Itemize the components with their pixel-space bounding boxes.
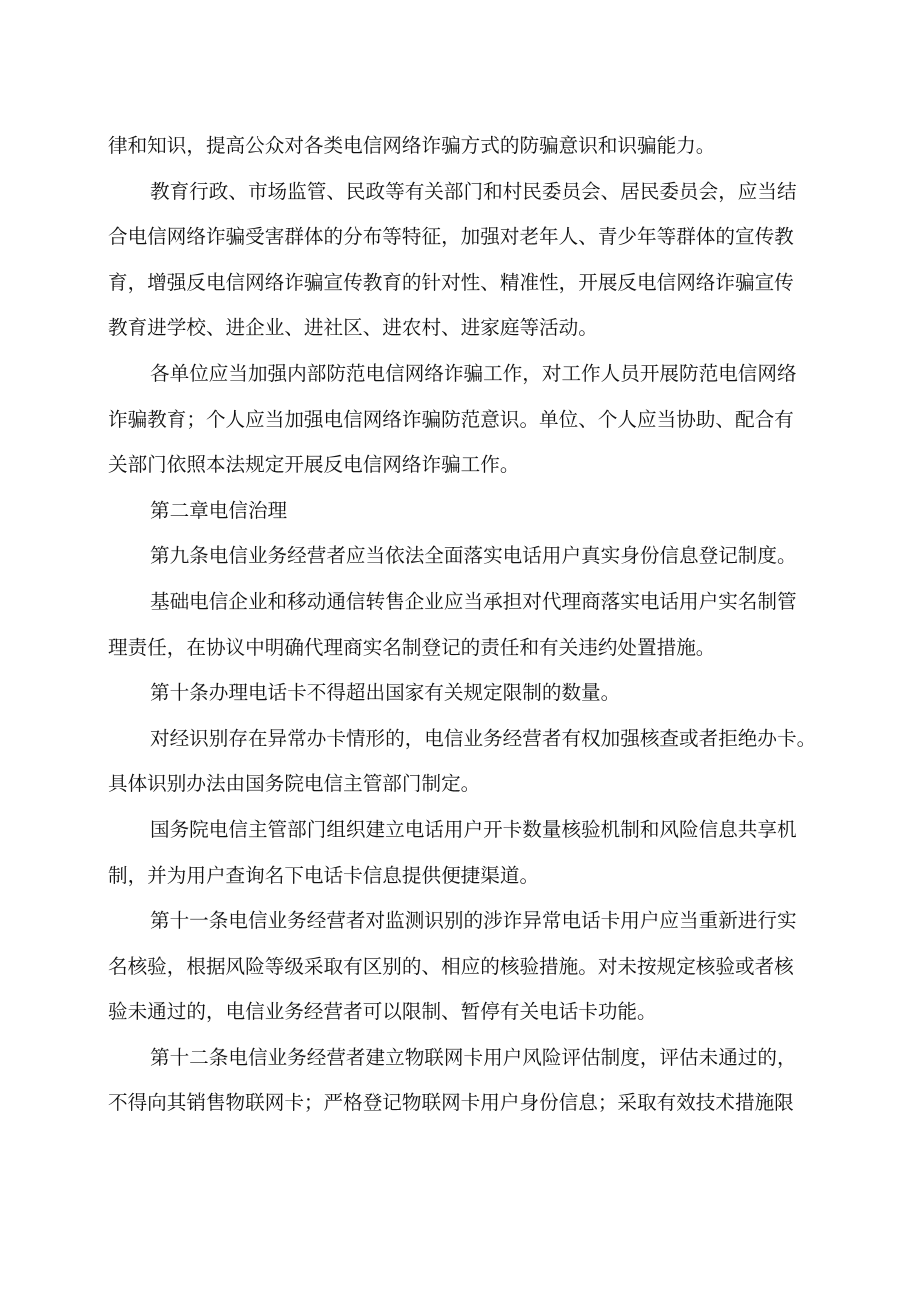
paragraph-line: 不得向其销售物联网卡；严格登记物联网卡用户身份信息；采取有效技术措施限 [108, 1091, 794, 1115]
article-line: 第十条办理电话卡不得超出国家有关规定限制的数量。 [150, 681, 621, 705]
paragraph-line: 制，并为用户查询名下电话卡信息提供便捷渠道。 [108, 863, 540, 887]
document-page [108, 123, 824, 1126]
paragraph-line: 律和知识，提高公众对各类电信网络诈骗方式的防骗意识和识骗能力。 [108, 134, 716, 157]
paragraph-line: 合电信网络诈骗受害群体的分布等特征，加强对老年人、青少年等群体的宣传教 [108, 225, 794, 249]
paragraph-line: 教育进学校、进企业、进社区、进农村、进家庭等活动。 [108, 316, 598, 340]
article-line: 第十一条电信业务经营者对监测识别的涉诈异常电话卡用户应当重新进行实 [150, 909, 797, 933]
paragraph-line: 理责任，在协议中明确代理商实名制登记的责任和有关违约处置措施。 [108, 635, 716, 659]
paragraph-line: 对经识别存在异常办卡情形的，电信业务经营者有权加强核查或者拒绝办卡。 [150, 726, 817, 750]
paragraph-line: 基础电信企业和移动通信转售企业应当承担对代理商落实电话用户实名制管 [150, 589, 797, 613]
article-line: 第十二条电信业务经营者建立物联网卡用户风险评估制度，评估未通过的， [150, 1045, 797, 1069]
chapter-heading: 第二章电信治理 [150, 498, 288, 522]
paragraph-line: 诈骗教育；个人应当加强电信网络诈骗防范意识。单位、个人应当协助、配合有 [108, 407, 794, 431]
paragraph-line: 具体识别办法由国务院电信主管部门制定。 [108, 772, 481, 796]
paragraph-line: 各单位应当加强内部防范电信网络诈骗工作，对工作人员开展防范电信网络 [150, 361, 797, 385]
paragraph-line: 关部门依照本法规定开展反电信网络诈骗工作。 [108, 453, 520, 477]
paragraph-line: 名核验，根据风险等级采取有区别的、相应的核验措施。对未按规定核验或者核 [108, 954, 794, 978]
paragraph-line: 育，增强反电信网络诈骗宣传教育的针对性、精准性，开展反电信网络诈骗宣传 [108, 270, 794, 294]
paragraph-line: 验未通过的，电信业务经营者可以限制、暂停有关电话卡功能。 [108, 1000, 657, 1024]
article-line: 第九条电信业务经营者应当依法全面落实电话用户真实身份信息登记制度。 [150, 544, 797, 568]
paragraph-line: 教育行政、市场监管、民政等有关部门和村民委员会、居民委员会，应当结 [150, 179, 797, 203]
paragraph-line: 国务院电信主管部门组织建立电话用户开卡数量核验机制和风险信息共享机 [150, 817, 797, 841]
